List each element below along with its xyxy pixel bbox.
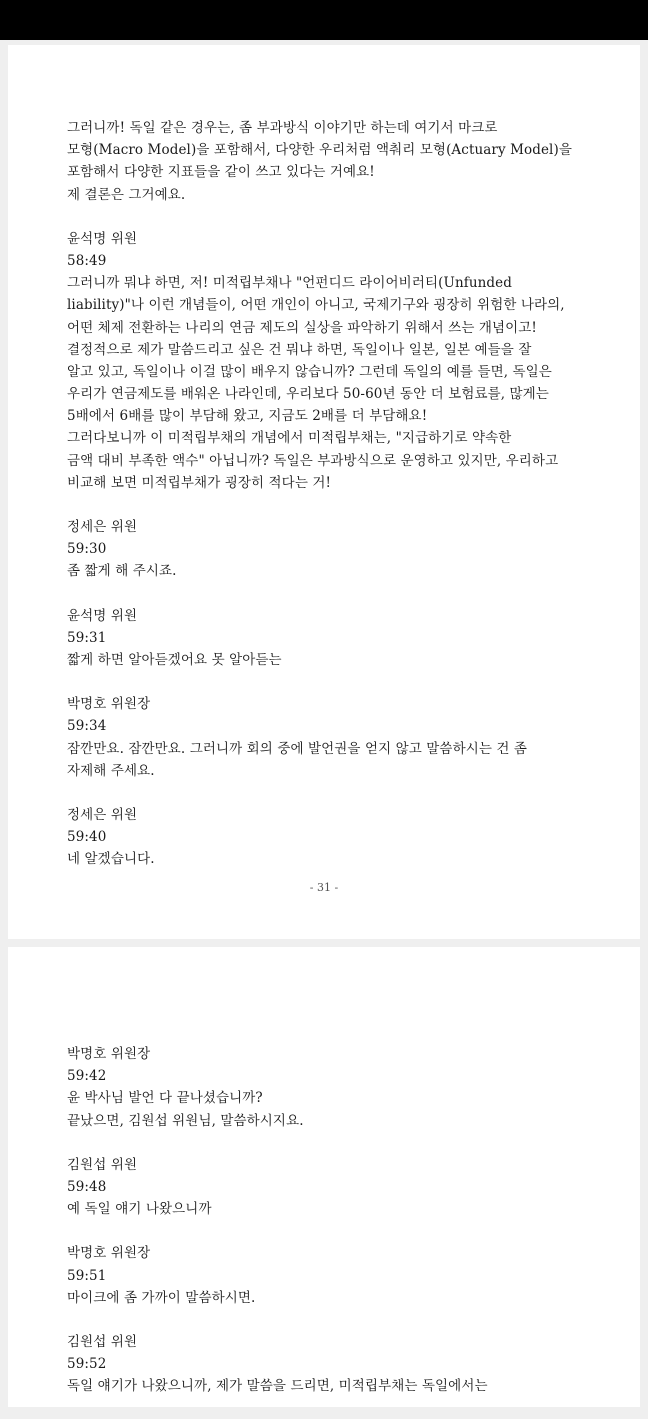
text-line: 독일 얘기가 나왔으니까, 제가 말씀을 드리면, 미적립부채는 독일에서는 [67, 1378, 488, 1395]
speaker-block [67, 1331, 600, 1398]
text-line: 포함해서 다양한 지표들을 같이 쓰고 있다는 거예요! [67, 164, 375, 181]
text-line: 자제해 주세요. [67, 762, 155, 779]
speaker-block [67, 516, 600, 583]
timestamp: 59:48 [67, 1178, 107, 1195]
speaker-block [67, 228, 600, 494]
status-bar [0, 0, 648, 40]
text-line: 금액 대비 부족한 액수" 아닙니까? 독일은 부과방식으로 운영하고 있지만, 우리하고 [67, 452, 559, 469]
text-line: liability)"나 이런 개념들이, 어떤 개인이 아니고, 국제기구와 굉장히 위험한 나라의, [67, 297, 565, 314]
speaker-block [67, 605, 600, 672]
text-line: 결정적으로 제가 말씀드리고 싶은 건 뭐냐 하면, 독일이나 일본, 일본 예들을 잘 [67, 341, 532, 358]
speaker-name: 정세은 위원 [67, 519, 138, 535]
document-page [8, 947, 640, 1407]
speaker-block [67, 804, 600, 871]
speaker-name: 윤석명 위원 [67, 607, 138, 624]
text-line: 마이크에 좀 가까이 말씀하시면. [67, 1289, 256, 1306]
timestamp: 59:51 [67, 1267, 107, 1284]
speaker-name: 김원섭 위원 [67, 1156, 138, 1173]
timestamp: 58:49 [67, 252, 107, 269]
page-content [67, 117, 600, 892]
page-number: - 31 - [309, 881, 339, 894]
speaker-name: 박명호 위원장 [67, 1245, 151, 1262]
text-line: 우리가 연금제도를 배워온 나라인데, 우리보다 50-60년 동안 더 보험료를, 많게는 [67, 386, 549, 403]
timestamp: 59:40 [67, 829, 107, 846]
text-line: 좀 짧게 해 주시죠. [67, 563, 177, 580]
timestamp: 59:42 [67, 1068, 107, 1085]
text-line: 비교해 보면 미적립부채가 굉장히 적다는 거! [67, 474, 332, 491]
timestamp: 59:34 [67, 718, 107, 735]
text-line: 그러니까 뭐냐 하면, 저! 미적립부채나 "언펀디드 라이어비러티(Unfunded [67, 275, 512, 292]
text-line: 제 결론은 그거예요. [67, 186, 186, 203]
speaker-name: 박명호 위원장 [67, 696, 151, 713]
paragraph [67, 117, 600, 206]
speaker-name: 정세은 위원 [67, 806, 138, 823]
text-line: 예 독일 얘기 나왔으니까 [67, 1201, 212, 1218]
document-page [8, 45, 640, 939]
speaker-name: 박명호 위원장 [67, 1046, 151, 1062]
text-line: 끝났으면, 김원섭 위원님, 말씀하시지요. [67, 1112, 304, 1129]
speaker-block [67, 1154, 600, 1221]
timestamp: 59:31 [67, 629, 107, 646]
text-line: 그러니까! 독일 같은 경우는, 좀 부과방식 이야기만 하는데 여기서 마크로 [67, 120, 498, 136]
text-line: 네 알겠습니다. [67, 851, 155, 868]
speaker-block [67, 693, 600, 782]
text-line: 잠깐만요. 잠깐만요. 그러니까 회의 중에 발언권을 얻지 않고 말씀하시는 건 좀 [67, 740, 528, 757]
speaker-block [67, 1043, 600, 1132]
text-line: 윤 박사님 발언 다 끝나셨습니까? [67, 1090, 263, 1107]
text-line: 5배에서 6배를 많이 부담해 왔고, 지금도 2배를 더 부담해요! [67, 408, 428, 425]
page-content [67, 1043, 600, 1419]
speaker-block [67, 1242, 600, 1309]
text-line: 짧게 하면 알아듣겠어요 못 알아듣는 [67, 651, 282, 668]
text-line: 모형(Macro Model)을 포함해서, 다양한 우리처럼 액춰리 모형(Actuary Model)을 [67, 142, 572, 159]
speaker-name: 윤석명 위원 [67, 230, 138, 247]
text-line: 그러다보니까 이 미적립부채의 개념에서 미적립부채는, "지급하기로 약속한 [67, 430, 512, 447]
speaker-name: 김원섭 위원 [67, 1333, 138, 1350]
text-line: 어떤 체제 전환하는 나리의 연금 제도의 실상을 파악하기 위해서 쓰는 개념이고! [67, 319, 537, 336]
timestamp: 59:30 [67, 541, 107, 558]
timestamp: 59:52 [67, 1356, 107, 1373]
text-line: 알고 있고, 독일이나 이걸 많이 배우지 않습니까? 그런데 독일의 예를 들면, 독일은 [67, 363, 552, 380]
